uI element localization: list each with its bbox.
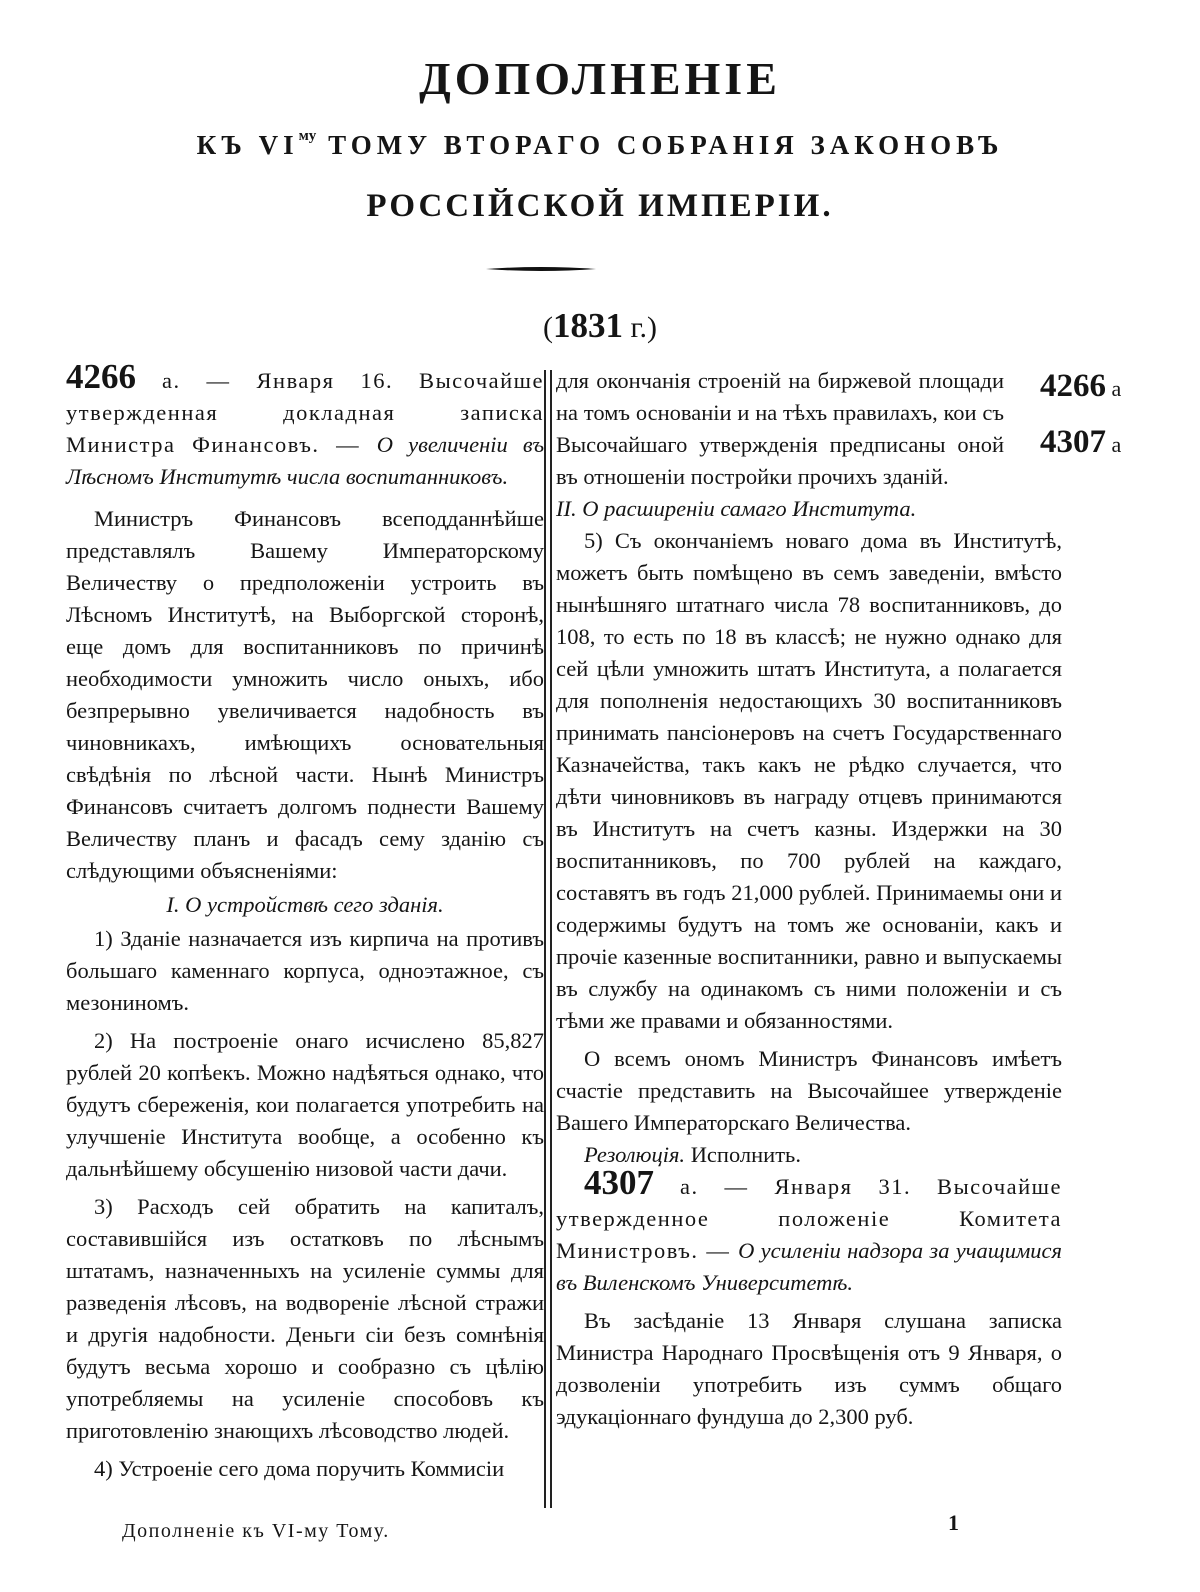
list-item: 4) Устроеніе сего дома поручить Коммисіи xyxy=(94,1456,505,1481)
title-line-2-b: ТОМУ ВТОРАГО СОБРАНІЯ ЗАКОНОВЪ xyxy=(316,130,1004,160)
year-number: 1831 xyxy=(553,306,624,345)
page-number: 1 xyxy=(948,1510,959,1535)
title-line-2-a: КЪ VI xyxy=(196,130,299,160)
paragraph: Министръ Финансовъ всеподданнѣйше представлялъ Вашему Императорскому Величеству о предположеніи устроить въ Лѣсномъ Институтѣ, на Выборгской сторонѣ, еще домъ для воспитанниковъ по причинѣ необходимости умножить число оныхъ, ибо безпрерывно увеличивается надобность въ чиновникахъ, имѣющихъ основательныя свѣдѣнія по лѣсной части. Нынѣ Министръ Финансовъ считаетъ долгомъ поднести Вашему Величеству планъ и фасадъ сему зданію съ слѣдующими объясненіями: xyxy=(66,506,544,883)
resolution-label: Резолюція. xyxy=(584,1142,686,1167)
section-heading: I. О устройствѣ сего зданія. xyxy=(166,892,444,917)
title-line-3: РОССІЙСКОЙ ИМПЕРІИ. xyxy=(366,188,834,224)
column-divider xyxy=(550,370,552,1508)
margin-ref-suffix: а xyxy=(1106,376,1122,401)
right-column xyxy=(556,365,1062,1433)
column-divider xyxy=(544,370,546,1508)
ornament-divider xyxy=(486,265,596,273)
year-close: г.) xyxy=(623,311,657,344)
year-open: ( xyxy=(543,311,554,344)
list-item: 2) На построеніе онаго исчислено 85,827 рублей 20 копѣекъ. Можно надѣяться однако, что будутъ сбереженія, кои полагается употребить на улучшеніе Института вообще, а особенно къ дальнѣйшему обсушенію низовой части дачи. xyxy=(66,1028,544,1181)
law-heading xyxy=(66,357,544,493)
paragraph: Въ засѣданіе 13 Января слушана записка Министра Народнаго Просвѣщенія отъ 9 Января, о дозволеніи употребить изъ суммъ общаго эдукаціоннаго фундуша до 2,300 руб. xyxy=(556,1308,1062,1429)
margin-ref-suffix: а xyxy=(1106,432,1122,457)
list-item: 5) Съ окончаніемъ новаго дома въ Институтѣ, можетъ быть помѣщено въ семъ заведеніи, вмѣсто нынѣшняго штатнаго числа 78 воспитанниковъ, до 108, то есть по 18 въ классѣ; не нужно однако для сей цѣли умножить штатъ Института, а полагается для пополненія недостающихъ 30 воспитанниковъ принимать пансіонеровъ на счетъ Государственнаго Казначейства, такъ какъ не рѣдко случается, что дѣти чиновниковъ въ награду отцевъ принимаются въ Институтъ на счетъ казны. Издержки на 30 воспитанниковъ, по 700 рублей на каждаго, составятъ въ годъ 21,000 рублей. Принимаемы они и содержимы будутъ на томъ же основаніи, какъ и прочіе казенные воспитанники, равно и выпускаемы въ службу на одинакомъ съ ними положеніи и съ тѣми же правами и обязанностями. xyxy=(556,528,1062,1033)
law-subject: О увеличеніи въ Лѣсномъ Институтѣ числа воспитанниковъ. xyxy=(66,432,544,489)
list-item: 3) Расходъ сей обратить на капиталъ, составившійся изъ остатковъ по лѣснымъ штатамъ, назначенныхъ на усиленіе суммы для разведенія лѣсовъ, на водвореніе лѣсной стражи и другія надобности. Деньги сіи безъ сомнѣнія будутъ весьма хорошо и сообразно съ цѣлію употребляемы на усиленіе способовъ къ приготовленію знающихъ лѣсоводство людей. xyxy=(66,1194,544,1443)
left-column xyxy=(66,357,544,1485)
title-line-2-sup: му xyxy=(298,128,317,144)
margin-ref-num: 4266 xyxy=(1040,368,1106,404)
section-heading: II. О расширеніи самаго Института. xyxy=(556,496,917,521)
law-heading xyxy=(556,1163,1062,1299)
resolution-text: Исполнить. xyxy=(685,1142,801,1167)
list-item: 1) Зданіе назначается изъ кирпича на противъ большаго каменнаго корпуса, одноэтажное, съ мезониномъ. xyxy=(66,926,544,1015)
paragraph: для окончанія строеній на биржевой площади на томъ основаніи и на тѣхъ правилахъ, кои съ Высочайшаго утвержденія предписаны оной въ отношеніи постройки прочихъ зданій. xyxy=(556,368,1004,489)
footer-signature: Дополненіе къ VI-му Тому. xyxy=(122,1520,390,1542)
law-number: 4266 xyxy=(66,357,136,396)
title-line-2 xyxy=(0,128,1200,161)
law-subject: О усиленіи надзора за учащимися въ Виленскомъ Университетѣ. xyxy=(556,1238,1062,1295)
margin-ref-num: 4307 xyxy=(1040,424,1106,460)
law-number: 4307 xyxy=(584,1163,654,1202)
page-title: ДОПОЛНЕНІЕ xyxy=(419,53,781,104)
law-header-text: а. — Января 31. Высочайше утвержденное положеніе Комитета Министровъ. — xyxy=(556,1174,1062,1263)
paragraph: О всемъ ономъ Министръ Финансовъ имѣетъ счастіе представить на Высочайшее утвержденіе Вашего Императорскаго Величества. xyxy=(556,1046,1062,1135)
year-heading xyxy=(0,306,1200,346)
law-header-text: а. — Января 16. Высочайше утвержденная докладная записка Министра Финансовъ. — xyxy=(66,368,544,457)
